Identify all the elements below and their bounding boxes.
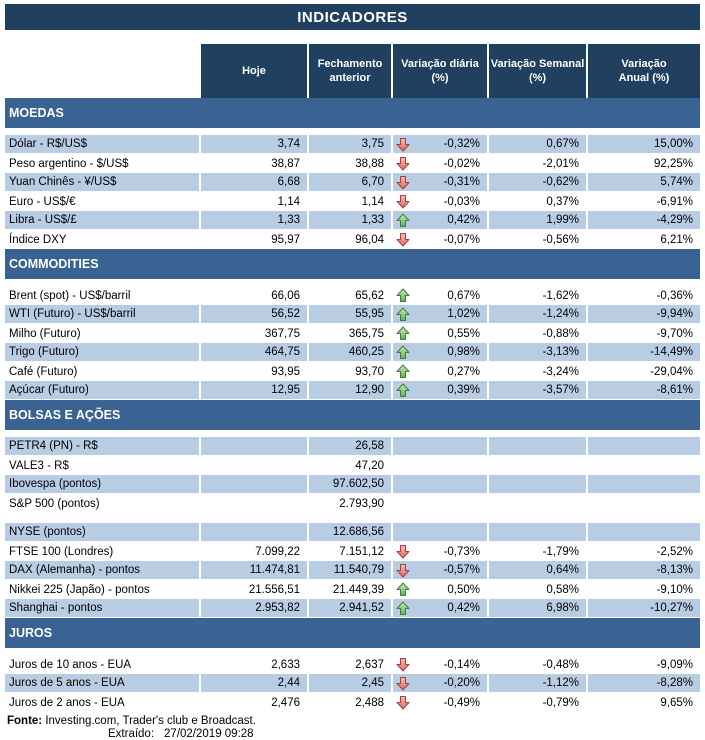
row-label: WTI (Futuro) - US$/barril [5,305,199,323]
footer-extracted [5,728,700,740]
down-arrow-icon [396,175,410,190]
variacao-semanal-value: -1,12% [487,674,586,692]
variacao-anual-value: 5,74% [586,173,700,191]
up-arrow-icon [396,383,410,398]
column-header-hoje: Hoje [199,44,307,98]
row-label: Café (Futuro) [9,365,78,378]
variacao-anual-value: 9,65% [660,696,693,709]
hoje-value [199,475,307,493]
section-gap [5,430,700,437]
row-label: Yuan Chinês - ¥/US$ [5,173,199,191]
variacao-diaria-cell [391,343,487,361]
row-label: Juros de 10 anos - EUA [9,658,132,671]
variacao-semanal-value: -3,13% [487,343,586,361]
fechamento-value: 1,33 [307,211,391,229]
variacao-anual-value [586,494,700,513]
variacao-anual-value: -2,52% [656,545,693,558]
variacao-diaria-cell [391,192,487,211]
row-label: S&P 500 (pontos) [9,497,100,510]
down-arrow-icon [396,544,410,559]
row-label: FTSE 100 (Londres) [9,545,114,558]
row-label: Juros de 2 anos - EUA [9,696,125,709]
hoje-value [199,437,307,455]
hoje-value: 2,44 [199,674,307,692]
fechamento-value: 12.686,56 [307,523,391,541]
table-row [5,305,700,324]
variacao-diaria-cell [391,561,487,579]
column-header-row [5,44,700,98]
variacao-diaria-value: 0,27% [447,365,480,378]
variacao-semanal-value [487,523,586,541]
row-label: Nikkei 225 (Japão) - pontos [9,583,150,596]
row-label: Ibovespa (pontos) [5,475,199,493]
variacao-anual-value: -0,36% [656,289,693,302]
hoje-value: 12,95 [199,381,307,399]
variacao-anual-value: -14,49% [586,343,700,361]
section-gap [5,128,700,135]
variacao-semanal-value: 0,64% [487,561,586,579]
variacao-anual-value: -6,91% [656,195,693,208]
table-row [5,230,700,249]
row-label: Shanghai - pontos [5,599,199,617]
variacao-diaria-value: -0,02% [443,157,480,170]
hoje-value [199,456,307,475]
table-row [5,693,700,712]
section-title: COMMODITIES [9,257,99,271]
variacao-diaria-cell [391,599,487,617]
table-row [5,343,700,362]
fechamento-value: 2,637 [355,658,384,671]
variacao-semanal-value: -3,24% [542,365,579,378]
variacao-diaria-value: -0,73% [443,545,480,558]
fechamento-value: 47,20 [355,459,384,472]
variacao-semanal-value: 0,37% [546,195,579,208]
fechamento-value: 96,04 [355,233,384,246]
footer-source [5,715,700,727]
table-row [5,381,700,400]
hoje-value: 367,75 [264,327,300,340]
variacao-diaria-value: 0,42% [447,214,480,226]
variacao-semanal-value: -0,88% [542,327,579,340]
variacao-diaria-value: 0,39% [447,384,480,396]
variacao-diaria-cell [391,286,487,305]
section-header-moedas [5,98,700,128]
table-row [5,362,700,381]
variacao-anual-value: 6,21% [660,233,693,246]
variacao-diaria-value: -0,07% [443,233,480,246]
variacao-diaria-cell [391,542,487,561]
hoje-value: 21.556,51 [248,583,300,596]
variacao-semanal-value: 0,67% [487,135,586,153]
row-label: Euro - US$/€ [9,195,76,208]
variacao-diaria-cell [391,437,487,455]
variacao-anual-value [586,437,700,455]
table-row [5,324,700,343]
variacao-diaria-value: 1,02% [447,308,480,320]
hoje-value: 66,06 [271,289,300,302]
variacao-anual-value: 15,00% [586,135,700,153]
variacao-diaria-cell [391,456,487,475]
table-row [5,580,700,599]
variacao-anual-value: -9,10% [656,583,693,596]
variacao-semanal-value: -0,48% [542,658,579,671]
down-arrow-icon [396,156,410,171]
column-header-spacer [5,44,199,98]
footer-source-label: Fonte: [7,715,43,727]
title-gap [5,30,700,44]
row-label: Brent (spot) - US$/barril [9,289,131,302]
down-arrow-icon [396,194,410,209]
variacao-diaria-cell [391,475,487,493]
up-arrow-icon [396,326,410,341]
table-row [5,475,700,494]
variacao-diaria-cell [391,381,487,399]
table-row [5,135,700,154]
variacao-anual-value: 92,25% [653,157,693,170]
fechamento-value: 55,95 [307,305,391,323]
up-arrow-icon [396,601,410,616]
table-row [5,456,700,475]
variacao-diaria-value: 0,67% [447,289,480,302]
variacao-diaria-cell [391,674,487,692]
column-header-fechamento-anterior: Fechamento anterior [307,44,391,98]
variacao-diaria-value: 0,98% [447,346,480,358]
fechamento-value: 2,45 [307,674,391,692]
section-header-bolsas-e-acoes [5,400,700,430]
hoje-value [199,523,307,541]
variacao-diaria-cell [391,523,487,541]
variacao-diaria-value: -0,31% [443,176,480,188]
fechamento-value: 7.151,12 [339,545,384,558]
variacao-semanal-value: -3,57% [487,381,586,399]
hoje-value: 2.953,82 [199,599,307,617]
hoje-value: 1,14 [277,195,300,208]
row-label: Milho (Futuro) [9,327,81,340]
table-row [5,655,700,674]
variacao-diaria-cell [391,362,487,381]
hoje-value: 3,74 [199,135,307,153]
variacao-anual-value: -4,29% [586,211,700,229]
variacao-anual-value: -29,04% [650,365,693,378]
variacao-diaria-cell [391,135,487,153]
variacao-diaria-cell [391,580,487,599]
row-label: PETR4 (PN) - R$ [5,437,199,455]
variacao-semanal-value: -1,24% [487,305,586,323]
variacao-diaria-value: -0,49% [443,696,480,709]
down-arrow-icon [396,695,410,710]
down-arrow-icon [396,676,410,691]
up-arrow-icon [396,307,410,322]
variacao-diaria-value: -0,03% [443,195,480,208]
fechamento-value: 65,62 [355,289,384,302]
fechamento-value: 2.941,52 [307,599,391,617]
table-row [5,542,700,561]
table-row [5,437,700,456]
page-title: INDICADORES [297,8,408,26]
section-header-juros [5,618,700,648]
table-row [5,211,700,230]
section-header-commodities [5,249,700,279]
hoje-value: 7.099,22 [255,545,300,558]
hoje-value: 6,68 [199,173,307,191]
fechamento-value: 3,75 [307,135,391,153]
variacao-diaria-value: 0,55% [447,327,480,340]
hoje-value: 464,75 [199,343,307,361]
hoje-value: 2,633 [271,658,300,671]
table-body [5,98,700,712]
fechamento-value: 2,488 [355,696,384,709]
footer-extracted-label: Extraído: [108,728,155,740]
table-row [5,523,700,542]
table-row [5,192,700,211]
variacao-anual-value [586,475,700,493]
variacao-semanal-value [487,456,586,475]
variacao-semanal-value: -0,62% [487,173,586,191]
fechamento-value: 1,14 [361,195,384,208]
hoje-value: 93,95 [271,365,300,378]
variacao-diaria-value: 0,50% [447,583,480,596]
down-arrow-icon [396,657,410,672]
variacao-semanal-value: 1,99% [487,211,586,229]
variacao-semanal-value [487,494,586,513]
section-title: BOLSAS E AÇÕES [9,408,121,422]
variacao-anual-value [586,523,700,541]
down-arrow-icon [396,232,410,247]
row-label: Juros de 5 anos - EUA [5,674,199,692]
section-gap [5,648,700,655]
variacao-diaria-value: 0,42% [447,602,480,614]
variacao-diaria-value: -0,57% [443,564,480,576]
up-arrow-icon [396,288,410,303]
title-bar [5,4,700,30]
variacao-semanal-value: -1,62% [542,289,579,302]
row-label: Trigo (Futuro) [5,343,199,361]
table-row [5,494,700,513]
hoje-value [199,494,307,513]
variacao-diaria-value: -0,14% [443,658,480,671]
hoje-value: 11.474,81 [199,561,307,579]
section-gap [5,279,700,286]
variacao-diaria-cell [391,693,487,712]
variacao-diaria-value: -0,32% [443,138,480,150]
variacao-semanal-value: -1,79% [542,545,579,558]
row-label: DAX (Alemanha) - pontos [5,561,199,579]
fechamento-value: 460,25 [307,343,391,361]
hoje-value: 95,97 [271,233,300,246]
variacao-diaria-cell [391,230,487,249]
fechamento-value: 12,90 [307,381,391,399]
down-arrow-icon [396,563,410,578]
variacao-diaria-cell [391,173,487,191]
hoje-value: 56,52 [199,305,307,323]
table-row [5,674,700,693]
variacao-semanal-value [487,475,586,493]
variacao-anual-value: -8,28% [586,674,700,692]
row-label: VALE3 - R$ [9,459,69,472]
variacao-diaria-cell [391,655,487,674]
fechamento-value: 97.602,50 [307,475,391,493]
section-title: MOEDAS [9,106,64,120]
fechamento-value: 21.449,39 [332,583,384,596]
fechamento-value: 2.793,90 [339,497,384,510]
row-label: Peso argentino - $/US$ [9,157,129,170]
section-title: JUROS [9,626,53,640]
row-label: Índice DXY [9,233,67,246]
variacao-anual-value: -8,61% [586,381,700,399]
up-arrow-icon [396,213,410,228]
fechamento-value: 6,70 [307,173,391,191]
variacao-semanal-value: 0,58% [546,583,579,596]
row-label: NYSE (pontos) [5,523,199,541]
fechamento-value: 26,58 [307,437,391,455]
blank-spacer-row [5,513,700,523]
variacao-semanal-value: -0,79% [542,696,579,709]
up-arrow-icon [396,364,410,379]
fechamento-value: 38,88 [355,157,384,170]
table-row [5,599,700,618]
variacao-anual-value: -9,94% [586,305,700,323]
variacao-semanal-value [487,437,586,455]
variacao-diaria-cell [391,305,487,323]
footer-source-text: Investing.com, Trader's club e Broadcast. [42,715,256,727]
variacao-anual-value: -10,27% [586,599,700,617]
column-header-variacao-semanal: Variação Semanal (%) [487,44,586,98]
variacao-anual-value: -9,09% [656,658,693,671]
fechamento-value: 365,75 [348,327,384,340]
variacao-semanal-value: 6,98% [487,599,586,617]
hoje-value: 1,33 [199,211,307,229]
up-arrow-icon [396,582,410,597]
hoje-value: 2,476 [271,696,300,709]
variacao-diaria-cell [391,154,487,173]
row-label: Açúcar (Futuro) [5,381,199,399]
row-label: Libra - US$/£ [5,211,199,229]
table-row [5,561,700,580]
hoje-value: 38,87 [271,157,300,170]
down-arrow-icon [396,137,410,152]
variacao-diaria-cell [391,211,487,229]
variacao-semanal-value: -2,01% [542,157,579,170]
fechamento-value: 11.540,79 [307,561,391,579]
footer-extracted-value: 27/02/2019 09:28 [164,728,254,740]
variacao-anual-value: -9,70% [656,327,693,340]
column-header-variacao-anual: Variação Anual (%) [586,44,700,98]
fechamento-value: 93,70 [355,365,384,378]
up-arrow-icon [396,345,410,360]
table-row [5,154,700,173]
variacao-semanal-value: -0,56% [542,233,579,246]
variacao-diaria-value: -0,20% [443,677,480,689]
column-header-variacao-diaria: Variação diária (%) [391,44,487,98]
variacao-diaria-cell [391,494,487,513]
variacao-anual-value: -8,13% [586,561,700,579]
table-row [5,173,700,192]
row-label: Dólar - R$/US$ [5,135,199,153]
variacao-anual-value [586,456,700,475]
variacao-diaria-cell [391,324,487,343]
table-row [5,286,700,305]
